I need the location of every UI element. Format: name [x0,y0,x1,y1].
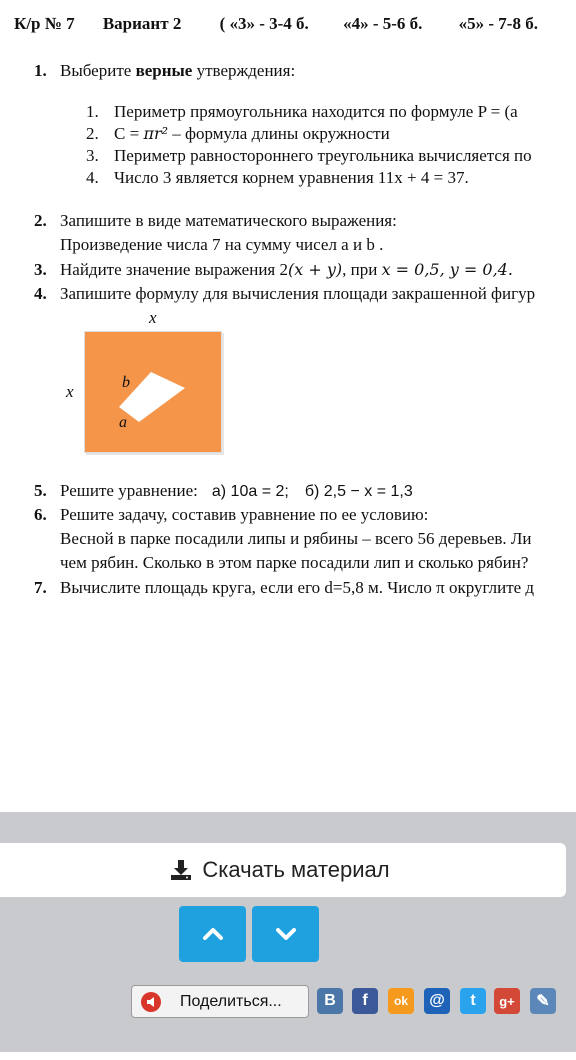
question-2: 2. Запишите в виде математического выражения: [34,211,397,230]
twitter-icon[interactable]: t [460,988,486,1014]
odnoklassniki-icon[interactable]: ok [388,988,414,1014]
question-6: 6. Решите задачу, составив уравнение по ее условию: [34,505,429,524]
q1-option-1: 1. Периметр прямоугольника находится по формуле P = (a [86,102,518,121]
variant-label: Вариант 2 [102,14,182,33]
figure-label-a: a [119,414,127,431]
grade-3-criteria: ( «3» - 3-4 б. [219,14,309,33]
share-label: Поделиться... [180,992,282,1010]
q1-option-3: 3. Периметр равностороннего треугольника вычисляется по [86,146,532,165]
figure-label-b: b [122,374,130,391]
google-plus-icon[interactable]: g+ [494,988,520,1014]
question-4: 4. Запишите формулу для вычисления площади закрашенной фигур [34,284,536,303]
chevron-down-icon [275,927,297,941]
question-6-line-3: чем рябин. Сколько в этом парке посадили лип и сколько рябин? [60,553,529,572]
question-3: 3. Найдите значение выражения 2(x + y), при x = 0,5, y = 0,4. [34,260,513,279]
question-number: 5. [34,481,47,500]
share-icon [140,991,162,1013]
vk-icon[interactable]: В [317,988,343,1014]
bottom-edge [0,1052,576,1060]
question-number: 1. [34,61,47,80]
question-5: 5. Решите уравнение: а) 10a = 2; б) 2,5 − x = 1,3 [34,481,413,500]
facebook-icon[interactable]: f [352,988,378,1014]
q1-option-4: 4. Число 3 является корнем уравнения 11x + 4 = 37. [86,168,469,187]
question-6-line-2: Весной в парке посадили липы и рябины – всего 56 деревьев. Ли [60,529,532,548]
question-number: 6. [34,505,47,524]
grade-5-criteria: «5» - 7-8 б. [458,14,538,33]
scroll-down-button[interactable] [252,906,319,962]
download-icon [170,859,192,881]
figure-side-label-left: x [66,382,74,401]
question-2-line-2: Произведение числа 7 на сумму чисел a и b . [60,235,384,254]
figure-drawing [85,332,221,452]
question-number: 7. [34,578,47,597]
chevron-up-icon [202,927,224,941]
question-number: 4. [34,284,47,303]
download-label: Скачать материал [202,857,390,882]
livejournal-icon[interactable]: ✎ [530,988,556,1014]
share-button[interactable] [131,985,309,1018]
download-material-button[interactable] [0,843,566,897]
question-number: 3. [34,260,47,279]
shaded-figure [84,331,222,453]
question-7: 7. Вычислите площадь круга, если его d=5,8 м. Число π округлите д [34,578,535,597]
test-number: К/р № 7 [14,14,75,33]
mail-icon[interactable]: @ [424,988,450,1014]
figure-side-label-top: x [149,308,157,327]
question-1: 1. Выберите верные утверждения: [34,61,296,80]
test-header [14,14,538,34]
grade-4-criteria: «4» - 5-6 б. [343,14,423,33]
q1-option-2: 2. C = πr² – формула длины окружности [86,124,390,143]
question-number: 2. [34,211,47,230]
scroll-up-button[interactable] [179,906,246,962]
